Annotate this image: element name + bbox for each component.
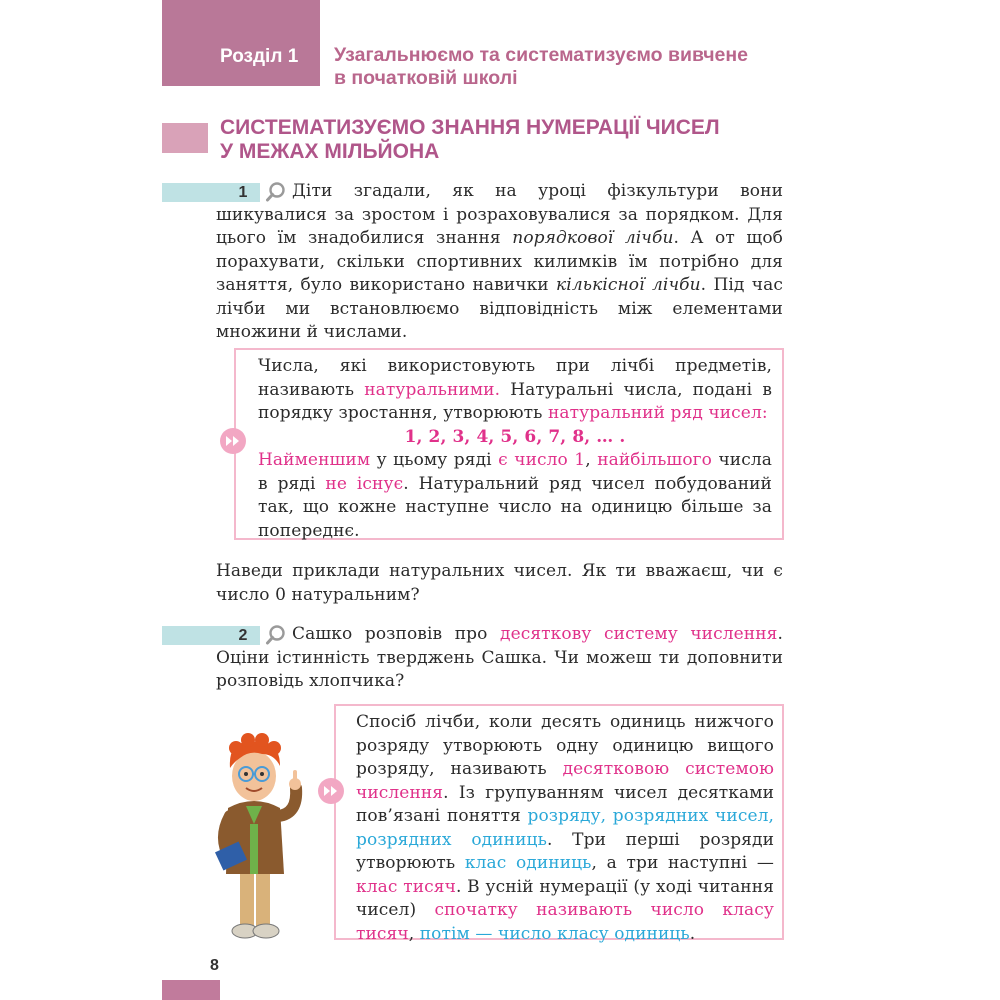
page-number: 8 xyxy=(210,957,219,974)
double-arrow-icon xyxy=(220,428,246,454)
rule-box-natural-numbers xyxy=(234,348,784,540)
section-label: Розділ 1 xyxy=(220,46,299,67)
topic-marker xyxy=(162,123,208,153)
task-2-text: Сашко розповів про десяткову систему числення. Оціни істинність тверджень Сашка. Чи можеш ти доповнити розповідь хлопчика? xyxy=(216,624,783,691)
task-1-text: Діти згадали, як на уроці фізкультури вони шикувалися за зростом і розраховувалися за порядком. Для цього їм знадобилися знання порядкової лічби. А от щоб порахувати, скільки спортивних килимків їм потрібно для заняття, було використано навички кількісної лічби. Під час лічби ми встановлюємо відповідність між елементами множини й числами. xyxy=(216,181,784,342)
section-tab xyxy=(162,0,320,86)
topic-title: СИСТЕМАТИЗУЄМО ЗНАННЯ НУМЕРАЦІЇ ЧИСЕЛ У МЕЖАХ МІЛЬЙОНА xyxy=(220,116,720,163)
natural-sequence: 1, 2, 3, 4, 5, 6, 7, 8, … . xyxy=(404,426,626,447)
rule-box-decimal-system xyxy=(334,704,784,944)
double-arrow-icon xyxy=(318,778,344,804)
question-text: Наведи приклади натуральних чисел. Як ти вважаєш, чи є число 0 натуральним? xyxy=(216,561,783,605)
task-2-number: 2 xyxy=(238,627,248,644)
task-1-number: 1 xyxy=(238,184,248,201)
boy-illustration xyxy=(200,728,320,948)
rule-box-text: Числа, які використовують при лічбі предметів, називають натуральними. Натуральні числа, подані в порядку зростання, утворюють натуральний ряд чисел: 1, 2, 3, 4, 5, 6, 7, 8, … . Найменшим у цьому ряді є число 1, найбільшого числа в ряді не існує. Натуральний ряд чисел побудований так, що кожне наступне число на одиницю більше за попереднє. xyxy=(258,356,772,541)
chapter-title: Узагальнюємо та систематизуємо вивчене в початковій школі xyxy=(334,44,748,89)
page-number-bar xyxy=(162,980,220,1000)
rule-box-text: Спосіб лічби, коли десять одиниць нижчого розряду утворюють одну одиницю вищого розряду, називають десятковою системою числення. Із групуванням чисел десятками пов’язані поняття розряду, розрядних чисел, розрядних одиниць. Три перші розряди утворюють клас одиниць, а три наступні — клас тисяч. В усній нумерації (у ході читання чисел) спочатку називають число класу тисяч, потім — число класу одиниць. xyxy=(356,712,775,944)
